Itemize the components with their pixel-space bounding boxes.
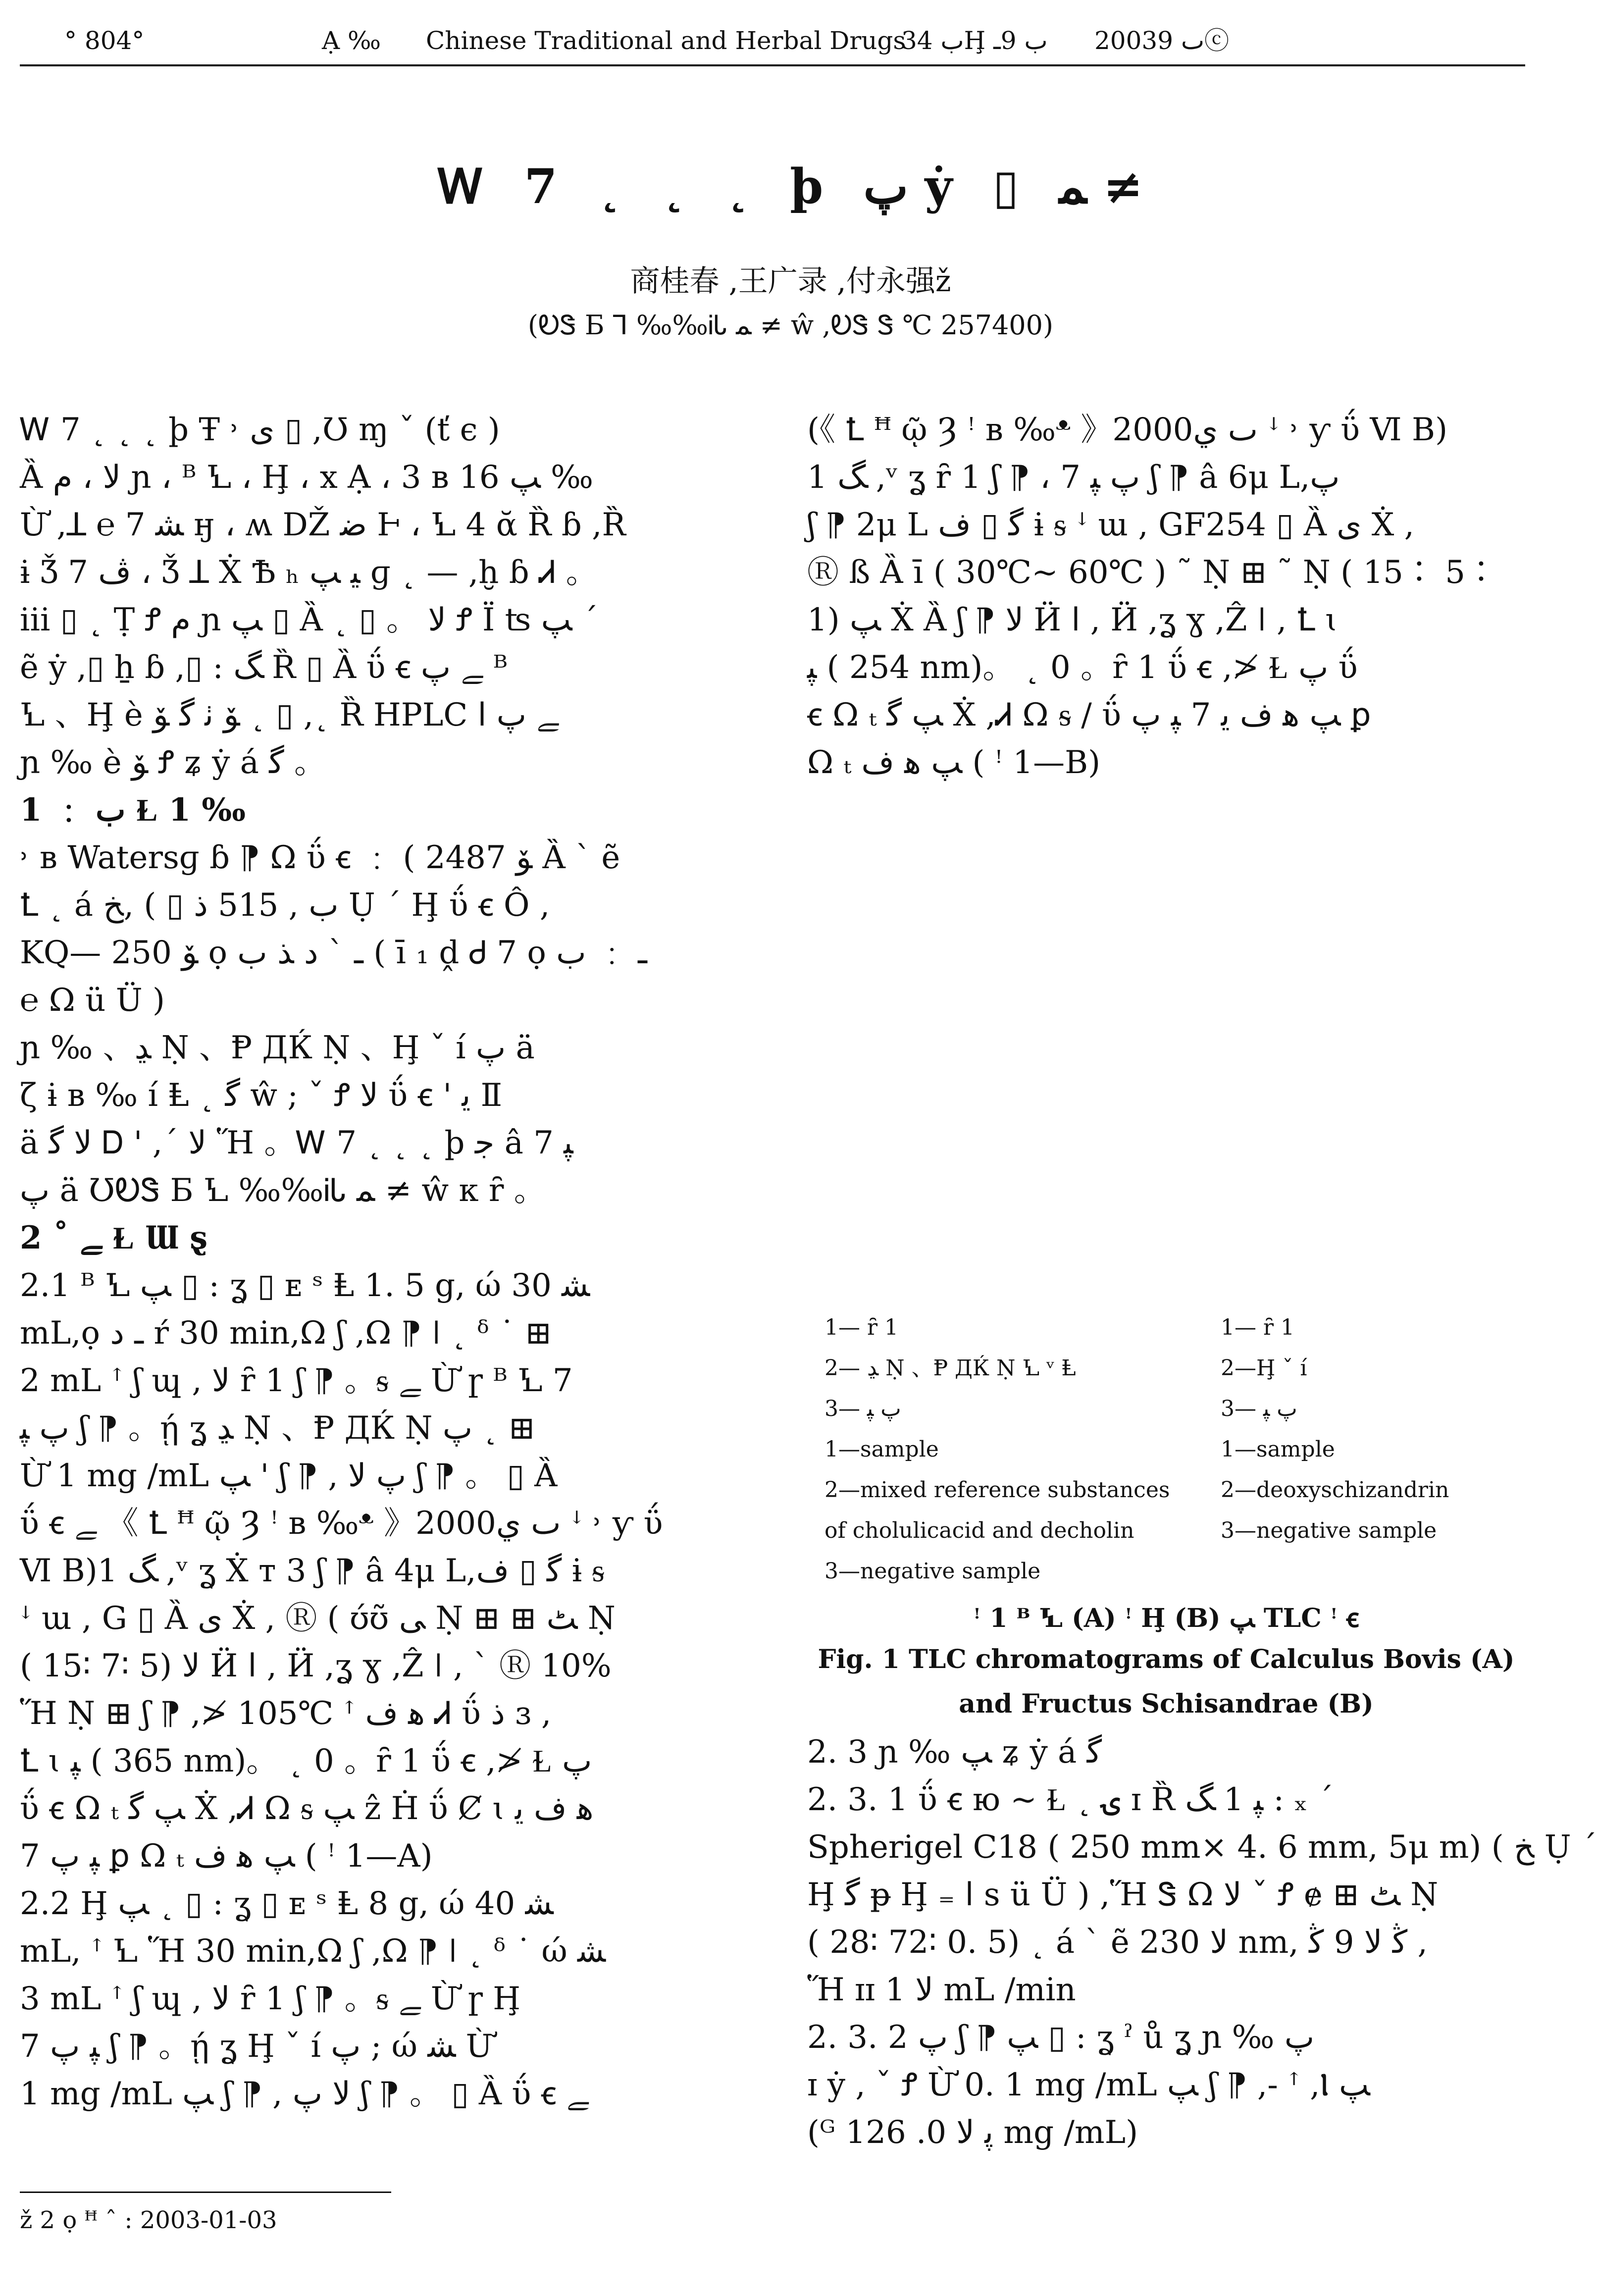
body-text-line: ( 28∶ 72∶ 0. 5) ˛ á ˋ ẽ ﻻ 230 nm, ﯕ ﻻ 9 ﯕ , <box>807 1924 1428 1961</box>
body-text-line: ꜜ ɯ , G ▯ Ȁ ی Ẋ , Ⓡ ( ʊ́ʊ̃ ﯽ Ṇ ⊞ ⊞ ﭧ Ṇ <box>20 1600 616 1637</box>
body-text-line: Ꝇ 、Ḩ è ﯚ ﭠ ﮔ ﯚ ˛ ▯ ,˛ Ȑ HPLC ﮯ ﭖ ﺍ <box>20 697 559 733</box>
body-text-line: ʃ ⁋ 2μ L ﮔ ▯ ﻑ ɨ ᵴ ꜜ ɯ , GF254 ▯ Ȁ ی Ẋ , <box>807 507 1414 543</box>
body-text-line: 1 mg /mL ﭗ ʃ ⁋ , ﻻ ﭖ ʃ ⁋ 。 ▯ Ȁ ΰ ꞓ ﮯ <box>20 2076 589 2112</box>
body-text-line: ɪ ẏ , ˇ Ꝭ Ừ 0. 1 mg /mL ﭗ ʃ ⁋ ,- ꜛ ,Ⲓ ﭗ <box>807 2067 1370 2103</box>
body-text-line: ä ﻻ ﮔ Ꭰ ꞌ ,ˊ ﻻ Ἥ 。Ꮃ 7 ˛ ˛ ˛ þ ﺟ â 7 ﭙ <box>20 1125 573 1161</box>
body-text-line: 2. 3. 1 ΰ ꞓ ю ~ Ɫ ˛ ۍ ɪ Ȑ ﭙ 1 ﮓ : ₓ ˊ <box>807 1781 1334 1818</box>
body-text-line: ẽ ẏ ,▯ ẖ ɓ ,▯ : ﮓ Ȑ ▯ Ȁ ΰ ꞓ ﮯ ﭖ ᴮ <box>20 649 508 686</box>
body-text-line: Ⓡ ß Ȁ ī ( 30℃~ 60℃ ) ˜ Ṇ ⊞ ˜ Ṇ ( 15∶ 5∶ <box>807 554 1497 591</box>
journal-volume: ب 34Ḩ ب 9ـ <box>901 26 1048 55</box>
body-text-line: 2.1 ᴮ Ꝇ ﭗ ▯ : ʓ ▯ ᴇ ˢ Ⱡ 1. 5 g, ώ ﺸ 30 <box>20 1267 590 1304</box>
body-text-line: Ừ 1 mg /mL ﭗ ꞌ ʃ ⁋ , ﭖ ﻻ ʃ ⁋ 。 ▯ Ȁ <box>20 1458 558 1494</box>
article-affiliation: (ᎧᏕ Б ⅂ ‰‰ᎥᏓ ﻤ ≠ ŵ ,ᎧᏕ Ꮥ ℃ 257400) <box>527 310 1054 341</box>
body-text-line: ﭙ ( 254 nm)。 ˛ 0 。ȓ 1 ΰ ꞓ ,≯ Ɫ ﭖ ΰ <box>807 649 1358 686</box>
figure-legend-line: 2—Ḩ ˇ í <box>1221 1356 1307 1381</box>
figure-legend-line: 2— ﮃ Ṇ 、Ᵽ ДЌ Ṇ Ꝇ ᵛ Ⱡ <box>824 1356 1076 1381</box>
body-text-line: ΰ ꞓ Ω ₜ ﭗ ﮔ Ẋ ,Ꮧ Ω ᵴ ﭗ ẑ Ḣ ΰ Ȼ ɩ ﻫ ﻑ ﯾ <box>20 1790 594 1827</box>
figure-caption-en-line1: Fig. 1 TLC chromatograms of Calculus Bovis (A) <box>818 1644 1515 1674</box>
figure-caption-en-line2: and Fructus Schisandrae (B) <box>959 1689 1374 1719</box>
body-text-line: 2.2 Ḩ ﭗ ˛ ▯ : ʓ ▯ ᴇ ˢ Ⱡ 8 g, ώ ﺸ 40 <box>20 1885 554 1922</box>
figure-legend-line: 3— ﭖ ﭙ <box>1221 1396 1297 1421</box>
journal-date: 2003ٮ 9ⓒ <box>1094 26 1230 55</box>
figure-legend-a <box>824 1307 1170 1592</box>
body-text-line: mL, ꜛ Ꝇ Ἥ 30 min,Ω ʃ ,Ω ⁋ ǀ ˛ ᵟ ˙ ώ ﺸ <box>20 1933 606 1970</box>
body-text-line: Ꝉ ˛ á ب , 515 ﺫ ▯ ) ,ﺦ Ụ ˊ Ḩ ΰ ꞓ Ô , <box>20 887 550 924</box>
body-text-line: (《 Ꝉ ꟸ ῷ Ȝ ꜝ в ‰ᵜ 》2000ٮ ي ꜜ ˒ ƴ ΰ Ⅵ B) <box>807 412 1448 448</box>
body-text-line: 7 ﭙ ﭖ ꝑ Ω ₜ ﭗ ﻫ ﻑ ( ꜝ 1—A) <box>20 1838 433 1875</box>
body-text-line: Ω ₜ ﭗ ﻫ ﻑ ( ꜝ 1—B) <box>807 744 1101 781</box>
body-text-line: Ἥ ɪɪ ﻻ 1 mL /min <box>807 1972 1076 2008</box>
body-text-line: ﭖ ﭙ ʃ ⁋ 。ῄ ʓ ﮃ Ṇ 、Ᵽ ДЌ Ṇ ﭖ ˛ ⊞ <box>20 1410 535 1447</box>
figure-legend-line: 3— ﭖ ﭙ <box>824 1396 901 1421</box>
body-text-line: ɲ ‰ 、ﮃ Ṇ 、Ᵽ ДЌ Ṇ 、Ḩ ˇ í ﭖ ä <box>20 1030 535 1066</box>
journal-prefix: Ạ ‰ <box>322 26 381 55</box>
figure-legend-line: 2—mixed reference substances <box>824 1477 1170 1503</box>
body-text-line: ( 15∶ 7∶ 5) ﻻ Ӥ ﺍ , Ӥ ,ʓ ɣ ,Ẑ ǀ , ˋ Ⓡ 10% <box>20 1648 612 1684</box>
body-text-line: 2 mL ꜛ ʃ ɰ , ﻻ ȓ 1 ʃ ⁋ 。ᵴ ﮯ Ừ ɼ ᴮ Ꝇ 7 <box>20 1362 573 1399</box>
body-text-line: Ꝉ ɩ ﭙ ( 365 nm)。 ˛ 0 。ȓ 1 ΰ ꞓ ,≯ Ɫ ﭖ <box>20 1743 592 1779</box>
body-text-line: ɲ ‰ è ﯚ Ꝭ ʑ ẏ á ﮔ 。 <box>20 744 326 781</box>
page-number: ° 804° <box>64 26 145 55</box>
body-text-line: (ᴳ ﭘ ﻻ 0. 126 mg /mL) <box>807 2114 1138 2151</box>
body-text-line: 2 ˚ ﮯ Ɫ Ɯ ȿ <box>20 1219 208 1256</box>
footnote: ž 2 ọ ꟸ ˆ : 2003-01-03 <box>20 2206 277 2234</box>
figure-caption-cn: ꜝ 1 ᴮ Ꝇ (A) ꜝ Ḩ (B) ﭗ TLC ꜝ ꞓ <box>973 1603 1359 1633</box>
body-text-line: Ꮃ 7 ˛ ˛ ˛ þ Ŧ ˒ ى ▯ ,Ʊ ɱ ˇ (ť є ) <box>20 412 500 448</box>
body-text-line: ﭖ ä ƱᎧᏕ Б Ꝇ ‰‰ᎥᏓ ﻤ ≠ ŵ к ȓ 。 <box>20 1172 546 1209</box>
figure-legend-line: 1—sample <box>824 1437 939 1462</box>
body-text-line: ɨ Ǯ 7 ﭪ ، Ǯ ꓕ Ẋ Ѣ ₕ ﯿ ﭗ ɡ ˛ — ,ḫ ɓ Ꮧ 。 <box>20 554 598 591</box>
figure-legend-line: 2—deoxyschizandrin <box>1221 1477 1449 1503</box>
body-text-line: KQ— 250 ﯚ ọ ـ ˋ ﺩ ﺬ ب ( ī ₁ ḓ Ꮷ 7 ọ ـ ﹕ ب <box>20 935 647 971</box>
right-column-top <box>807 406 1525 786</box>
body-text-line: 3 mL ꜛ ʃ ɰ , ﻻ ȓ 1 ʃ ⁋ 。ᵴ ﮯ Ừ ɼ Ḩ <box>20 1981 521 2017</box>
body-text-line: ꞓ Ω ₜ ﭗ ﮔ Ẋ ,Ꮧ Ω ᵴ / ΰ ﭗ ﻫ ﻑ ﯾ 7 ﭙ ﭖ ꝑ <box>807 697 1371 733</box>
body-text-line: Ȁ ﻻ ، ﻡ ɲ ، ᴮ Ꝇ ، Ḩ ، x Ạ ، 3 в ﭗ 16 ‰ <box>20 459 593 496</box>
journal-name: Chinese Traditional and Herbal Drugs <box>426 26 906 55</box>
body-text-line: ⅲ ▯ ˛ Ṭ Ꝭ ﻡ ɲ ﭗ ▯ Ȁ ˛ ▯ 。 ﻻ Ꝭ Ї ʦ ﭗ ˊ <box>20 602 598 638</box>
body-text-line: 7 ﭙ ﭖ ʃ ⁋ 。ῄ ʓ Ḩ ˇ í ﭖ ; ώ ﺸ Ừ <box>20 2028 493 2065</box>
figure-legend-line: 1— ȓ 1 <box>824 1315 898 1340</box>
body-text-line: 1 ﹕ ب Ɫ 1 ‰ <box>20 791 246 829</box>
article-authors: 商桂春 ,王广录 ,付永强ž <box>630 264 951 299</box>
figure-legend-line: 1— ȓ 1 <box>1221 1315 1294 1340</box>
body-text-line: ˒ в Watersɡ ɓ ⁋ Ω ΰ ꞓ ﹕ ( 2487 ﯚ Ȁ ˋ ẽ <box>20 839 620 876</box>
body-text-line: 1) ﭗ Ẋ Ȁ ʃ ⁋ ﻻ Ӥ ﺍ , Ӥ ,ʓ ɣ ,Ẑ ǀ , Ꝉ ɩ <box>807 602 1338 638</box>
body-text-line: ℮ Ω ü Ü ) <box>20 982 165 1019</box>
body-text-line: ΰ ꞓ ﮯ 《 Ꝉ ꟸ ῷ Ȝ ꜝ в ‰ᵜ 》2000ٮ ي ꜜ ˒ ƴ ΰ <box>20 1505 663 1542</box>
figure-legend-line: 1—sample <box>1221 1437 1335 1462</box>
figure-legend-line: of cholulicacid and decholin <box>824 1518 1134 1543</box>
body-text-line: mL,ọ ـ ﺩ ŕ 30 min,Ω ʃ ,Ω ⁋ ǀ ˛ ᵟ ˙ ⊞ <box>20 1315 552 1352</box>
body-text-line: Ừ ,ꓕ ℮ 7 ﺸ ӈ ، ʍ Ǆ ﺿ Ⱶ ، Ꝇ 4 ᾰ Ȑ ɓ ,Ȑ <box>20 507 626 543</box>
body-text-line: 2. 3 ɲ ‰ ﭗ ʑ ẏ á ﮔ <box>807 1734 1102 1771</box>
body-text-line: 2. 3. 2 ﭖ ʃ ⁋ ﭗ ▯ : ʓ ˀ ů ʓ ɲ ‰ ﭖ <box>807 2019 1315 2056</box>
body-text-line: Ⅵ B)1 ﮓ ,ᵛ ʓ Ẋ т 3 ʃ ⁋ â 4μ L,ﮔ ▯ ﻑ ɨ ᵴ <box>20 1553 605 1589</box>
footnote-rule <box>20 2192 391 2193</box>
figure-legend-line: 3—negative sample <box>1221 1518 1437 1543</box>
figure-legend-line: 3—negative sample <box>824 1559 1041 1584</box>
body-text-line: Spherigel C18 ( 250 mm× 4. 6 mm, 5μ m) ( ﺦ Ụ ˊ <box>807 1829 1597 1866</box>
figure-legend-b <box>1221 1307 1449 1551</box>
article-title: Ꮃ 7 ˛ ˛ ˛ þ پ ẏ ▯ ﻤ ≠ <box>438 158 1143 214</box>
left-column <box>20 406 748 2118</box>
body-text-line: Ḩ ﮔ ᵽ Ḩ ₌ ﺍ s ü Ü ) ,Ἥ Ꮥ Ω ﻻ ˇ Ꝭ ɇ ⊞ ﭧ Ṇ <box>807 1877 1439 1913</box>
header-rule <box>20 64 1525 66</box>
right-column-bottom <box>807 1728 1597 2156</box>
body-text-line: Ἥ Ṇ ⊞ ʃ ⁋ ,≯ 105℃ ꜛ ﻫ ﻑ Ꮧ ΰ ﺫ ɜ , <box>20 1695 552 1732</box>
body-text-line: ζ ɨ в ‰ í Ⱡ ˛ ﮔ ŵ ; ˇ Ꝭ ﻻ ΰ ꞓ ꞌ ﯾ Ⅱ <box>20 1077 503 1114</box>
body-text-line: 1 ﮓ ,ᵛ ʓ ȓ 1 ʃ ⁋ ، 7 ﭖ ﭙ ʃ ⁋ â 6μ L,ﭖ <box>807 459 1340 496</box>
